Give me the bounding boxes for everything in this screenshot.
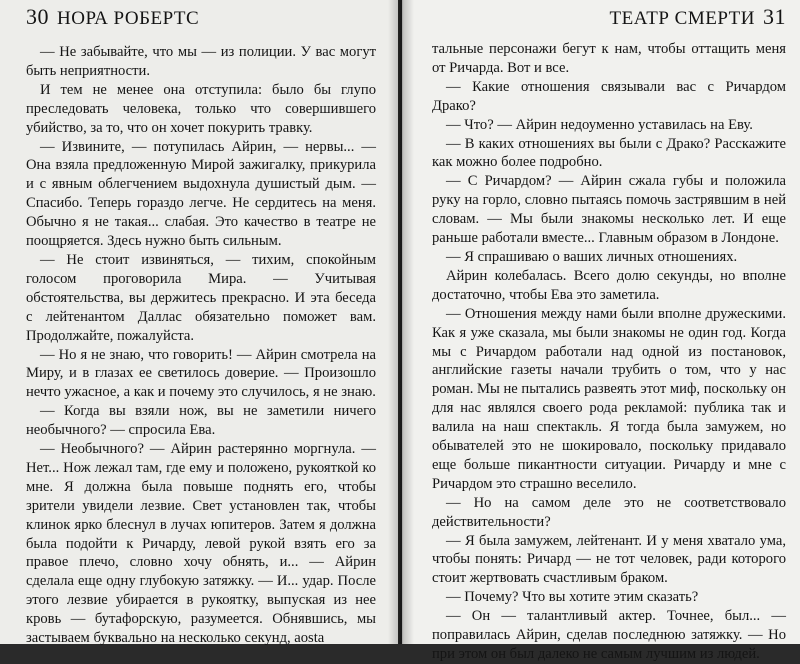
paragraph: тальные персонажи бегут к нам, чтобы оттащить меня от Ричарда. Вот и все. — [432, 41, 786, 76]
right-running-head: ТЕАТР СМЕРТИ — [609, 8, 755, 29]
paragraph: — Какие отношения связывали вас с Ричардом Драко? — [432, 78, 786, 114]
paragraph: — Что? — Айрин недоуменно уставилась на Еву. — [446, 116, 753, 133]
paragraph: — В каких отношениях вы были с Драко? Расскажите как можно более подробно. — [432, 135, 786, 171]
paragraph: — С Ричардом? — Айрин сжала губы и положила руку на горло, словно пытаясь помочь застрявшим в ней словам. — Мы были знакомы несколько лет. И еще раньше работали вместе... Главным образом в Лондоне. — [432, 173, 786, 247]
left-page — [0, 0, 398, 647]
left-running-head: НОРА РОБЕРТС — [57, 8, 200, 29]
paragraph: — Я спрашиваю о ваших личных отношениях. — [446, 248, 738, 265]
paragraph: — Необычного? — Айрин растерянно моргнула. — Нет... Нож лежал там, где ему и положено, рукояткой ко мне. Я должна была повыше поднять его, чтобы зрители увидели лезвие. Свет установлен так, чтобы клинок ярко блеснул в лучах юпитеров. Затем я должна была подойти к Ричарду, левой рукой взять его за правое плечо, словно хочу обнять, и... — Айрин сделала еще одну глубокую затяжку. — И... удар. После этого лезвие убирается в рукоятку, выпуская из нее кровь — бутафорскую, разумеется. Обнявшись, мы застываем буквально на несколько секунд, аosta — [26, 441, 376, 647]
paragraph: — Он — талантливый актер. Точнее, был... — поправилась Айрин, сделав последнюю затяжку. — Но при этом он был далеко не самым лучшим из людей. — [432, 608, 786, 662]
left-running-header — [26, 2, 376, 32]
paragraph: — Извините, — потупилась Айрин, — нервы... — Она взяла предложенную Мирой зажигалку, прикурила и с явным облегчением выдохнула душистый дым. — Спасибо. Теперь гораздо легче. Не сердитесь на меня. Обычно я не такая... слабая. Это качество в театре не поощряется. Здесь нужно быть сильным. — [26, 138, 376, 250]
right-running-header — [432, 2, 786, 32]
paragraph: Айрин колебалась. Всего долю секунды, но вполне достаточно, чтобы Ева это заметила. — [432, 267, 786, 303]
paragraph: И тем не менее она отступила: было бы глупо преследовать человека, только что совершившего убийство, за то, что он хочет покурить травку. — [26, 81, 376, 136]
paragraph: — Но на самом деле это не соответствовало действительности? — [432, 494, 786, 530]
paragraph: — Не стоит извиняться, — тихим, спокойным голосом проговорила Мира. — Учитывая обстоятельства, вы держитесь прекрасно. И эта беседа с лейтенантом Даллас обязательно поможет вам. Продолжайте, пожалуйста. — [26, 251, 376, 344]
paragraph: — Почему? Что вы хотите этим сказать? — [446, 589, 699, 606]
paragraph: — Не забывайте, что мы — из полиции. У вас могут быть неприятности. — [26, 44, 376, 79]
right-page — [402, 0, 800, 662]
paragraph: — Но я не знаю, что говорить! — Айрин смотрела на Миру, и в глазах ее светилось доверие. — Произошло нечто ужасное, а как и почему это случилось, я не знаю. — [26, 346, 376, 401]
paragraph: — Когда вы взяли нож, вы не заметили ничего необычного? — спросила Ева. — [26, 403, 376, 439]
right-page-text — [432, 40, 786, 664]
left-page-number: 30 — [26, 4, 49, 29]
paragraph: — Отношения между нами были вполне дружескими. Как я уже сказала, мы были знакомы не один год. Когда мы с Ричардом работали над одной из постановок, английские газеты начали трубить о том, что у нас роман. Мы не пытались развеять этот миф, поскольку он для нас являлся своего рода рекламой: публика так и валила на наш спектакль. Я тогда была замужем, но обывателей это не шокировало, поскольку придавало еще больше пикантности ситуации. Ричарду и мне с Ричардом это страшно веселило. — [432, 305, 786, 492]
left-page-text — [26, 43, 376, 648]
paragraph: — Я была замужем, лейтенант. И у меня хватало ума, чтобы понять: Ричард — не тот человек, ради которого стоит жертвовать счастливым браком. — [432, 532, 786, 587]
right-page-number: 31 — [763, 4, 786, 29]
